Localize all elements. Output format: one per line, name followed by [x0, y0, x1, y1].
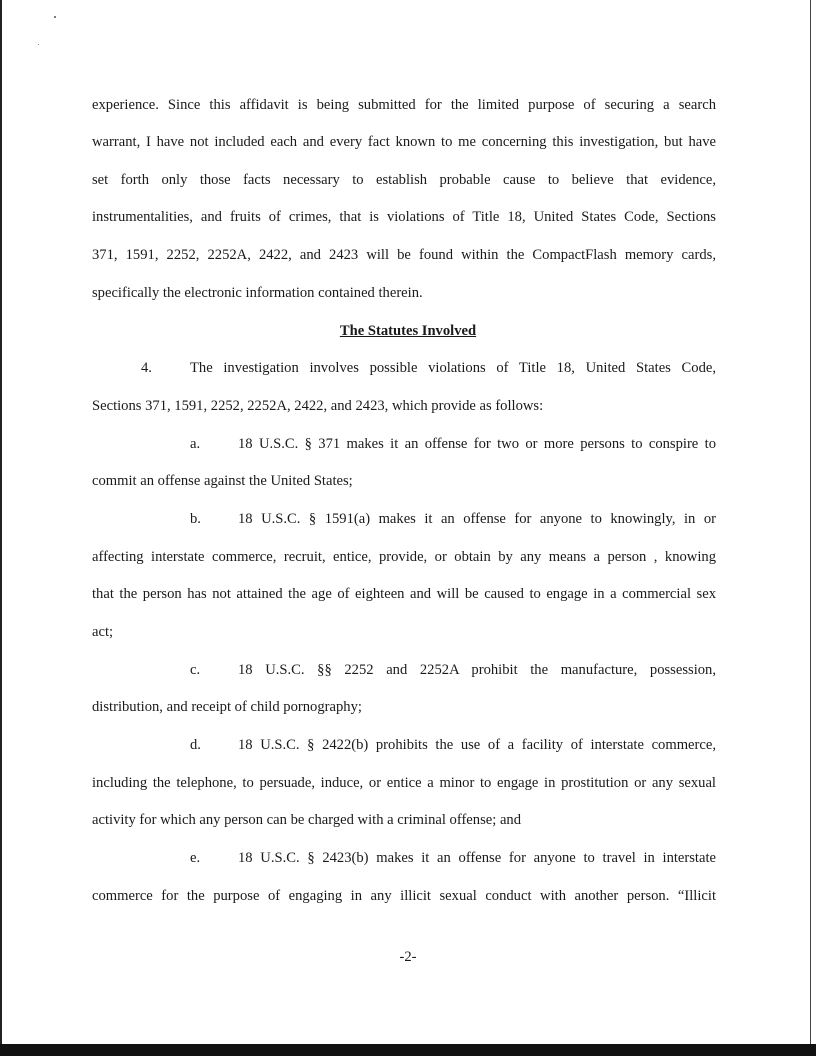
paragraph-number: 4.: [141, 360, 152, 376]
body-line: experience. Since this affidavit is being submitted for the limited purpose of securing a search: [92, 97, 716, 113]
body-line: including the telephone, to persuade, induce, or entice a minor to engage in prostitution or any sexual: [92, 775, 716, 791]
page-number: -2-: [399, 949, 417, 965]
body-line: instrumentalities, and fruits of crimes, that is violations of Title 18, United States Code, Sections: [92, 209, 716, 225]
body-line: commit an offense against the United States;: [92, 473, 353, 489]
body-line: affecting interstate commerce, recruit, entice, provide, or obtain by any means a person , knowing: [92, 549, 716, 565]
scan-left-border: [0, 0, 2, 1044]
body-line: 371, 1591, 2252, 2252A, 2422, and 2423 will be found within the CompactFlash memory cards,: [92, 247, 716, 263]
item-first-line: 18 U.S.C. §§ 2252 and 2252A prohibit the manufacture, possession,: [238, 662, 716, 678]
item-first-line: 18 U.S.C. § 2422(b) prohibits the use of a facility of interstate commerce,: [238, 737, 716, 753]
item-letter: b.: [190, 511, 201, 527]
scan-speck: [54, 16, 56, 18]
section-heading: The Statutes Involved: [339, 323, 477, 339]
body-line: commerce for the purpose of engaging in any illicit sexual conduct with another person. “Illicit: [92, 888, 716, 904]
body-line: activity for which any person can be charged with a criminal offense; and: [92, 812, 522, 828]
item-first-line: 18 U.S.C. § 2423(b) makes it an offense for anyone to travel in interstate: [238, 850, 716, 866]
item-first-line: 18 U.S.C. § 1591(a) makes it an offense for anyone to knowingly, in or: [238, 511, 716, 527]
item-letter: e.: [190, 850, 201, 866]
body-line: warrant, I have not included each and every fact known to me concerning this investigation, but have: [92, 134, 716, 150]
scan-speck: [38, 44, 39, 45]
body-line: distribution, and receipt of child pornography;: [92, 699, 362, 715]
body-line: Sections 371, 1591, 2252, 2252A, 2422, and 2423, which provide as follows:: [92, 398, 544, 414]
item-letter: a.: [190, 436, 201, 452]
item-letter: c.: [190, 662, 201, 678]
body-line: specifically the electronic information contained therein.: [92, 285, 423, 301]
scan-bottom-border: [0, 1044, 816, 1056]
item-first-line: 18 U.S.C. § 371 makes it an offense for two or more persons to conspire to: [238, 436, 716, 452]
body-line: that the person has not attained the age of eighteen and will be caused to engage in a commercial sex: [92, 586, 716, 602]
paragraph-first-line: The investigation involves possible violations of Title 18, United States Code,: [190, 360, 716, 376]
item-letter: d.: [190, 737, 201, 753]
body-line: set forth only those facts necessary to establish probable cause to believe that evidence,: [92, 172, 716, 188]
body-line: act;: [92, 624, 114, 640]
scan-right-border: [810, 0, 811, 1044]
